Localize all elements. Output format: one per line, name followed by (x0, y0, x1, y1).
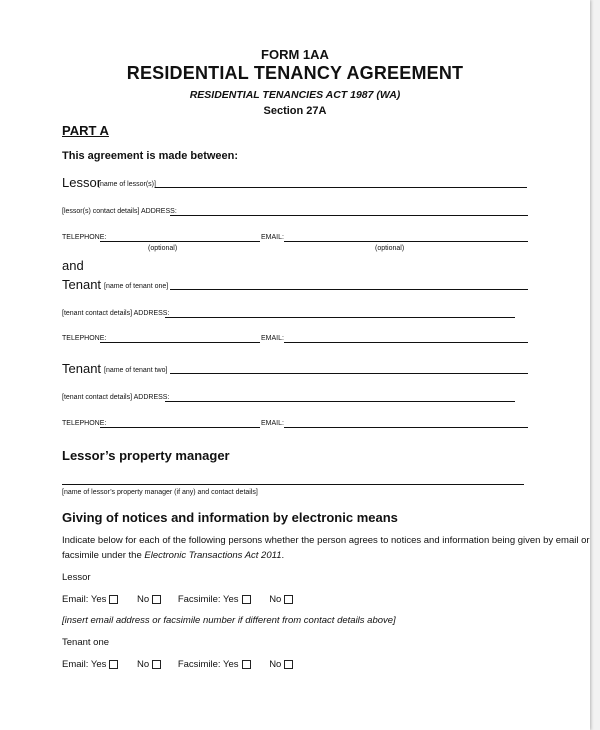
lessor-name-hint: [name of lessor(s)] (98, 181, 156, 188)
property-manager-hint: [name of lessor’s property manager (if any) and contact details] (62, 489, 258, 496)
tenant-one-email-label: EMAIL: (261, 335, 284, 342)
tenant-one-address-field[interactable] (165, 317, 515, 318)
agreement-intro: This agreement is made between: (62, 150, 239, 162)
lessor-label: Lessor (62, 175, 102, 190)
tenant-one-email-field[interactable] (284, 342, 528, 343)
lessor-facsimile-no-checkbox[interactable] (284, 595, 293, 604)
section-reference: Section 27A (263, 105, 327, 117)
email-no-label: No (137, 594, 150, 605)
tenant-one-consent-row (62, 659, 293, 670)
property-manager-field[interactable] (62, 484, 524, 485)
lessor-address-field[interactable] (170, 215, 528, 216)
document-title: RESIDENTIAL TENANCY AGREEMENT (126, 63, 464, 83)
tenant-one-telephone-field[interactable] (100, 342, 260, 343)
form-number: FORM 1AA (261, 47, 329, 62)
part-a-heading: PART A (62, 123, 109, 138)
email-optional-note: (optional) (375, 245, 405, 252)
lessor-email-field[interactable] (284, 241, 528, 242)
facsimile-no-label: No (269, 659, 282, 670)
lessor-address-label: [lessor(s) contact details] ADDRESS: (62, 208, 177, 215)
tenant-two-address-label: [tenant contact details] ADDRESS: (62, 394, 170, 401)
and-text: and (62, 258, 84, 273)
paragraph-act-name: Electronic Transactions Act 2011 (144, 550, 282, 561)
paragraph-end: . (281, 550, 285, 561)
tenant-two-label: Tenant (62, 361, 102, 376)
lessor-consent-label: Lessor (62, 572, 91, 583)
lessor-telephone-field[interactable] (100, 241, 260, 242)
tenant-two-address-field[interactable] (165, 401, 515, 402)
telephone-optional-note: (optional) (148, 245, 178, 252)
lessor-facsimile-yes-checkbox[interactable] (242, 595, 251, 604)
property-manager-heading: Lessor’s property manager (62, 448, 230, 463)
tenant-one-facsimile-no-checkbox[interactable] (284, 660, 293, 669)
tenant-one-name-field[interactable] (170, 289, 528, 290)
lessor-email-yes-checkbox[interactable] (109, 595, 118, 604)
tenant-one-consent-label: Tenant one (62, 637, 110, 648)
lessor-name-field[interactable] (155, 187, 527, 188)
tenant-two-email-field[interactable] (284, 427, 528, 428)
tenant-one-label: Tenant (62, 277, 102, 292)
act-reference: RESIDENTIAL TENANCIES ACT 1987 (WA) (189, 89, 401, 101)
facsimile-no-label: No (269, 594, 282, 605)
email-yes-label: Email: Yes (62, 659, 107, 670)
lessor-email-no-checkbox[interactable] (152, 595, 161, 604)
facsimile-yes-label: Facsimile: Yes (177, 594, 239, 605)
tenant-one-email-no-checkbox[interactable] (152, 660, 161, 669)
tenant-one-facsimile-yes-checkbox[interactable] (242, 660, 251, 669)
electronic-notices-heading: Giving of notices and information by electronic means (62, 510, 398, 525)
tenant-two-telephone-label: TELEPHONE: (62, 420, 107, 427)
lessor-email-label: EMAIL: (261, 234, 284, 241)
paragraph-plain: facsimile under the (62, 550, 145, 561)
tenant-two-email-label: EMAIL: (261, 420, 284, 427)
facsimile-yes-label: Facsimile: Yes (177, 659, 239, 670)
lessor-telephone-label: TELEPHONE: (62, 234, 107, 241)
electronic-paragraph-line-1: Indicate below for each of the following persons whether the person agrees to notices and information being given by email or (62, 535, 590, 546)
tenant-one-name-hint: [name of tenant one] (104, 283, 169, 290)
lessor-consent-row (62, 594, 293, 605)
tenant-two-name-hint: [name of tenant two] (104, 367, 168, 374)
email-yes-label: Email: Yes (62, 594, 107, 605)
insert-contact-note: [insert email address or facsimile number if different from contact details above] (62, 615, 396, 626)
tenant-one-address-label: [tenant contact details] ADDRESS: (62, 310, 170, 317)
electronic-paragraph-line-2 (62, 550, 284, 561)
email-no-label: No (137, 659, 150, 670)
tenant-two-telephone-field[interactable] (100, 427, 260, 428)
tenant-one-email-yes-checkbox[interactable] (109, 660, 118, 669)
tenant-one-telephone-label: TELEPHONE: (62, 335, 107, 342)
tenant-two-name-field[interactable] (170, 373, 528, 374)
